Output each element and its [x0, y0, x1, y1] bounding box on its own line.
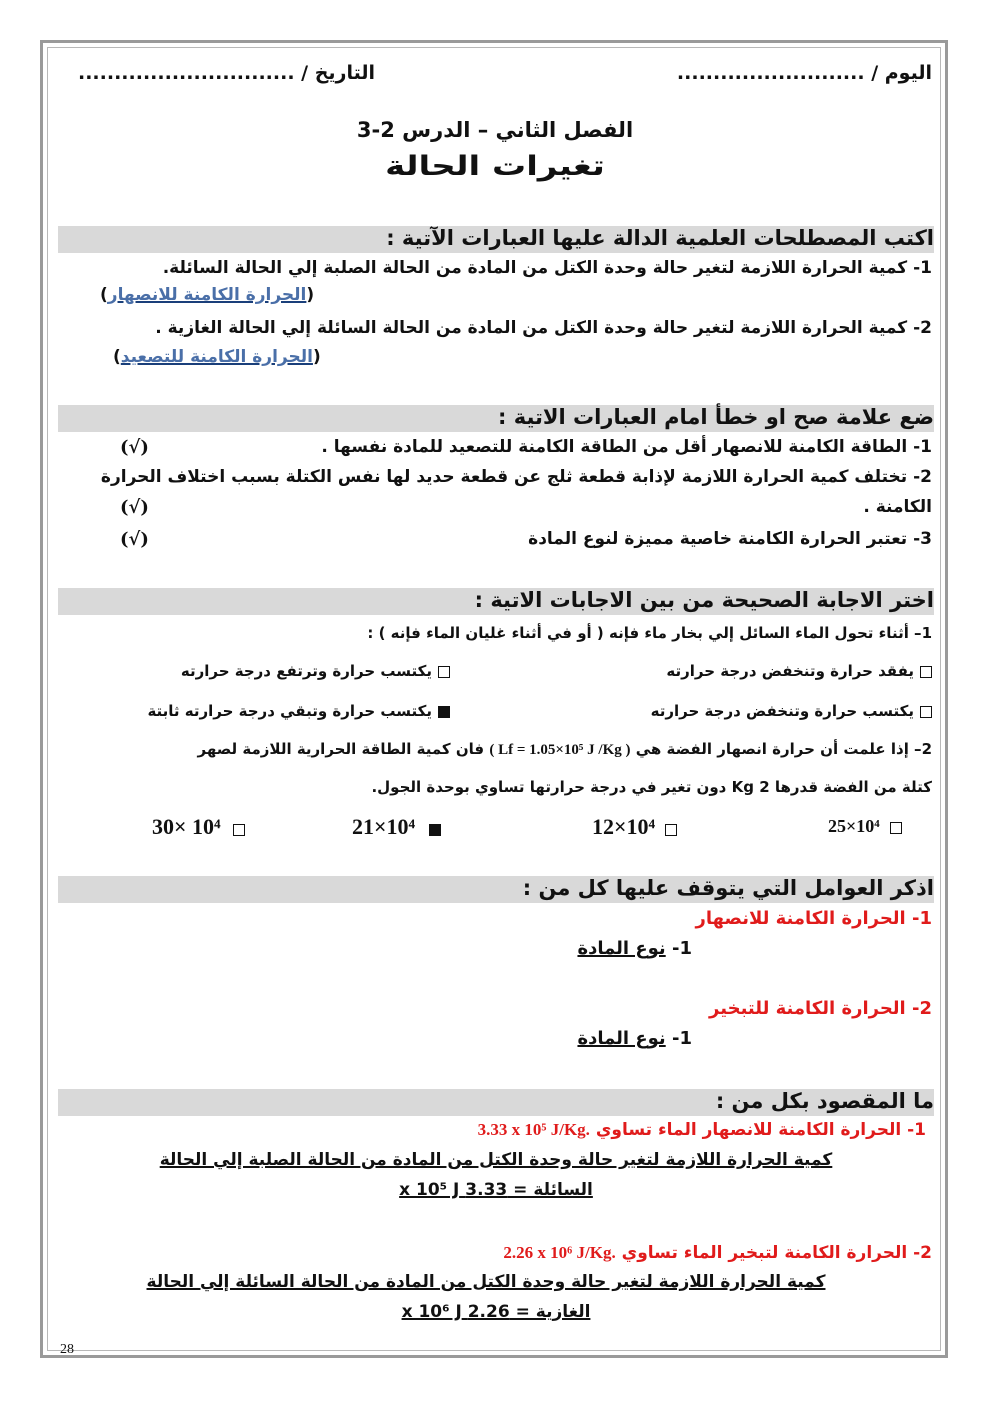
s4-item2-answer: 1- نوع المادة	[577, 1028, 692, 1049]
section2-title: ضع علامة صح او خطأ امام العبارات الاتية :	[498, 405, 934, 429]
s3-q2-option-4[interactable]: 30× 10⁴	[152, 814, 245, 840]
s3-q2-text-b: فان كمية الطاقة الحرارية اللازمة لصهر	[197, 740, 485, 758]
day-field: اليوم / ..........................	[676, 62, 932, 84]
s3-q2-formula: ( Lf = 1.05×10⁵ J /Kg )	[489, 742, 631, 758]
s3-q2-option-2[interactable]: 12×10⁴	[592, 814, 677, 840]
s2-statement1: 1- الطاقة الكامنة للانصهار أقل من الطاقة الكامنة للتصعيد للمادة نفسها .	[321, 437, 932, 457]
decorative-title: تغيرات الحالة	[385, 150, 605, 182]
s2-statement2-line1: 2- تختلف كمية الحرارة اللازمة لإذابة قطعة ثلج عن قطعة حديد لها نفس الكتلة بسبب اختلاف الحرارة	[100, 467, 932, 487]
s2-mark3: (√)	[120, 529, 149, 550]
s3-q1: 1– أثناء تحول الماء السائل إلي بخار ماء فإنه ( أو في أثناء غليان الماء فإنه ) :	[367, 624, 932, 642]
s3-q2-option-1[interactable]: 25×10⁴	[828, 816, 902, 837]
s1-q2: 2- كمية الحرارة اللازمة لتغير حالة وحدة الكتل من المادة من الحالة السائلة إلي الحالة الغازية .	[155, 318, 932, 338]
s4-item1-answer: 1- نوع المادة	[577, 938, 692, 959]
s5-item2-def-line2: الغازية = 2.26 x 10⁶ J	[401, 1302, 591, 1322]
s2-mark1: (√)	[120, 437, 149, 458]
section3-title: اختر الاجابة الصحيحة من بين الاجابات الاتية :	[474, 588, 934, 612]
s4-item1: 1- الحرارة الكامنة للانصهار	[695, 908, 932, 929]
s3-q2-text-a: 2– إذا علمت أن حرارة انصهار الفضة هي	[635, 740, 932, 758]
page-number: 28	[60, 1342, 74, 1357]
s1-a1: (الحرارة الكامنة للانصهار)	[100, 285, 315, 305]
s5-item2-def-line1: كمية الحرارة اللازمة لتغير حالة وحدة الكتل من المادة من الحالة السائلة إلي الحالة	[146, 1272, 826, 1292]
s3-q2-option-3[interactable]: 21×10⁴	[352, 814, 441, 840]
chapter-lesson: الفصل الثاني – الدرس 2-3	[356, 118, 634, 142]
section1-title: اكتب المصطلحات العلمية الدالة عليها العبارات الآتية :	[386, 226, 934, 250]
s4-item2: 2- الحرارة الكامنة للتبخير	[709, 998, 932, 1019]
checkbox-icon	[233, 824, 245, 836]
s1-a1-text: الحرارة الكامنة للانصهار	[107, 285, 307, 305]
section5-title: ما المقصود بكل من :	[715, 1089, 934, 1113]
s1-q1: 1- كمية الحرارة اللازمة لتغير حالة وحدة الكتل من المادة من الحالة الصلبة إلي الحالة السائلة.	[162, 258, 932, 278]
s1-a2: (الحرارة الكامنة للتصعيد)	[113, 347, 321, 367]
s3-q1-option-4[interactable]: يكتسب حرارة وتبقي درجة حرارته ثابتة	[147, 702, 450, 720]
checkbox-checked-icon	[429, 824, 441, 836]
s3-q1-option-3[interactable]: يكتسب حرارة وتنخفض درجة حرارته	[651, 702, 932, 720]
s5-item1-def-line2: السائلة = 3.33 x 10⁵ J	[399, 1180, 593, 1200]
s3-q2-line1	[198, 740, 932, 759]
s5-item1-label: 1- الحرارة الكامنة للانصهار الماء تساوي 3.33 x 10⁵ J/Kg.	[477, 1120, 926, 1140]
checkbox-icon	[920, 706, 932, 718]
section4-title: اذكر العوامل التي يتوقف عليها كل من :	[522, 876, 934, 900]
checkbox-icon	[890, 822, 902, 834]
checkbox-checked-icon	[438, 706, 450, 718]
s3-q1-option-1[interactable]: يفقد حرارة وتنخفض درجة حرارته	[666, 662, 932, 680]
s1-a2-text: الحرارة الكامنة للتصعيد	[120, 347, 313, 367]
s5-item2-label: 2- الحرارة الكامنة لتبخير الماء تساوي 2.26 x 10⁶ J/Kg.	[503, 1243, 932, 1263]
s2-statement2-line2: الكامنة .	[863, 497, 932, 517]
s5-item1-def-line1: كمية الحرارة اللازمة لتغير حالة وحدة الكتل من المادة من الحالة الصلبة إلي الحالة	[159, 1150, 833, 1170]
checkbox-icon	[665, 824, 677, 836]
date-field: التاريخ / ..............................	[78, 62, 376, 84]
s3-q2-line2: كتلة من الفضة قدرها 2 Kg دون تغير في درجة حرارتها تساوي بوحدة الجول.	[371, 778, 932, 796]
s3-q1-option-2[interactable]: يكتسب حرارة وترتفع درجة حرارته	[181, 662, 450, 680]
s2-statement3: 3- تعتبر الحرارة الكامنة خاصية مميزة لنوع المادة	[528, 529, 932, 549]
s2-mark2: (√)	[120, 497, 149, 518]
checkbox-icon	[438, 666, 450, 678]
checkbox-icon	[920, 666, 932, 678]
